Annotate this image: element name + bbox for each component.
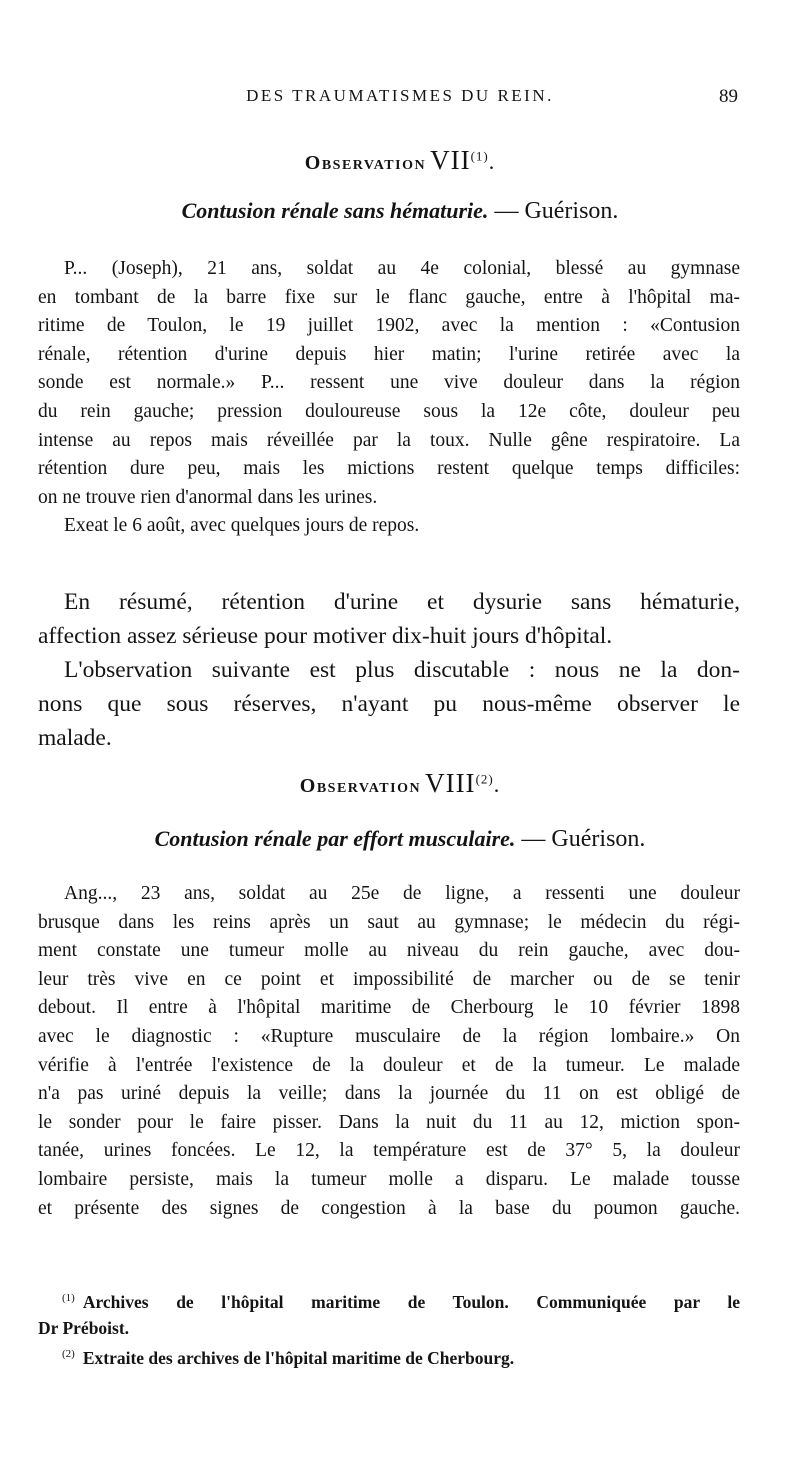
text-line: P... (Joseph), 21 ans, soldat au 4e colonial, blessé au gymnase <box>64 258 740 279</box>
text-line: rénale, rétention d'urine depuis hier matin; l'urine retirée avec la <box>38 343 740 365</box>
text-line: lombaire persiste, mais la tumeur molle a disparu. Le malade tousse <box>38 1168 740 1190</box>
text-line: du rein gauche; pression douloureuse sous la 12e côte, douleur peu <box>38 400 740 422</box>
text-line: vérifie à l'entrée l'existence de la douleur et de la tumeur. Le malade <box>38 1054 740 1076</box>
footnote-2 <box>62 1341 740 1371</box>
observation-number: VIII <box>425 768 476 798</box>
observation-label: Observation <box>299 775 422 797</box>
text-line: affection assez sérieuse pour motiver dix-huit jours d'hôpital. <box>38 623 613 649</box>
observation-number: VII <box>430 145 471 175</box>
observation-7-subheading <box>0 198 800 225</box>
text-line: malade. <box>38 725 112 751</box>
summary-text <box>38 585 740 755</box>
text-line: En résumé, rétention d'urine et dysurie sans hématurie, <box>64 589 740 615</box>
subheading-outcome: — Guérison. <box>488 198 619 224</box>
text-line: ritime de Toulon, le 19 juillet 1902, avec la mention : «Contusion <box>38 315 740 337</box>
observation-7-text <box>38 255 740 541</box>
page-number: 89 <box>719 86 738 107</box>
text-line: on ne trouve rien d'anormal dans les urines. <box>38 486 378 508</box>
footnote-1-cont: Dr Préboist. <box>38 1317 130 1338</box>
text-line: tanée, urines foncées. Le 12, la température est de 37° 5, la douleur <box>38 1140 740 1162</box>
text-line: avec le diagnostic : «Rupture musculaire de la région lombaire.» On <box>38 1025 740 1047</box>
footnote-ref-1: (1) <box>470 148 489 164</box>
text-line: nons que sous réserves, n'ayant pu nous-même observer le <box>38 691 740 717</box>
text-line: ment constate une tumeur molle au niveau du rein gauche, avec dou- <box>38 940 740 962</box>
subheading-italic: Contusion rénale sans hématurie. <box>181 198 489 223</box>
text-line: debout. Il entre à l'hôpital maritime de Cherbourg le 10 février 1898 <box>38 997 740 1019</box>
footnote-mark: (1) <box>62 1292 75 1304</box>
subheading-italic: Contusion rénale par effort musculaire. <box>154 826 516 851</box>
observation-7-title: Observation VII$^{(1)}$. <box>304 145 496 175</box>
footnote-text: Archives de l'hôpital maritime de Toulon. Communiquée par le <box>82 1291 740 1312</box>
footnote-1 <box>62 1285 740 1315</box>
text-line: Ang..., 23 ans, soldat au 25e de ligne, a ressenti une douleur <box>64 883 740 904</box>
text-line: brusque dans les reins après un saut au gymnase; le médecin du régi- <box>38 911 740 933</box>
text-line: rétention dure peu, mais les mictions restent quelque temps difficiles: <box>38 458 740 480</box>
footnote-text: Extraite des archives de l'hôpital maritime de Cherbourg. <box>82 1347 515 1368</box>
text-line: intense au repos mais réveillée par la toux. Nulle gêne respiratoire. La <box>38 429 740 451</box>
observation-8-text <box>38 880 740 1223</box>
subheading-outcome: — Guérison. <box>515 826 646 852</box>
text-line: sonde est normale.» P... ressent une vive douleur dans la région <box>38 372 740 394</box>
footnotes <box>38 1285 740 1371</box>
text-line: leur très vive en ce point et impossibilité de marcher ou de se tenir <box>38 968 740 990</box>
observation-8-title: Observation VIII$^{(2)}$. <box>299 768 501 798</box>
page-header <box>0 86 800 116</box>
running-head: DES TRAUMATISMES DU REIN. <box>246 86 554 105</box>
footnote-mark: (2) <box>62 1347 75 1360</box>
text-line: L'observation suivante est plus discutable : nous ne la don- <box>64 657 740 683</box>
text-line: en tombant de la barre fixe sur le flanc gauche, entre à l'hôpital ma- <box>38 286 740 308</box>
text-line: le sonder pour le faire pisser. Dans la nuit du 11 au 12, miction spon- <box>38 1111 740 1133</box>
footnote-ref-2: (2) <box>475 771 494 787</box>
observation-label: Observation <box>304 152 427 174</box>
text-line: et présente des signes de congestion à la base du poumon gauche. <box>38 1197 740 1219</box>
text-line: Exeat le 6 août, avec quelques jours de repos. <box>64 515 420 537</box>
observation-8-subheading <box>0 826 800 853</box>
text-line: n'a pas uriné depuis la veille; dans la journée du 11 on est obligé de <box>38 1083 740 1105</box>
